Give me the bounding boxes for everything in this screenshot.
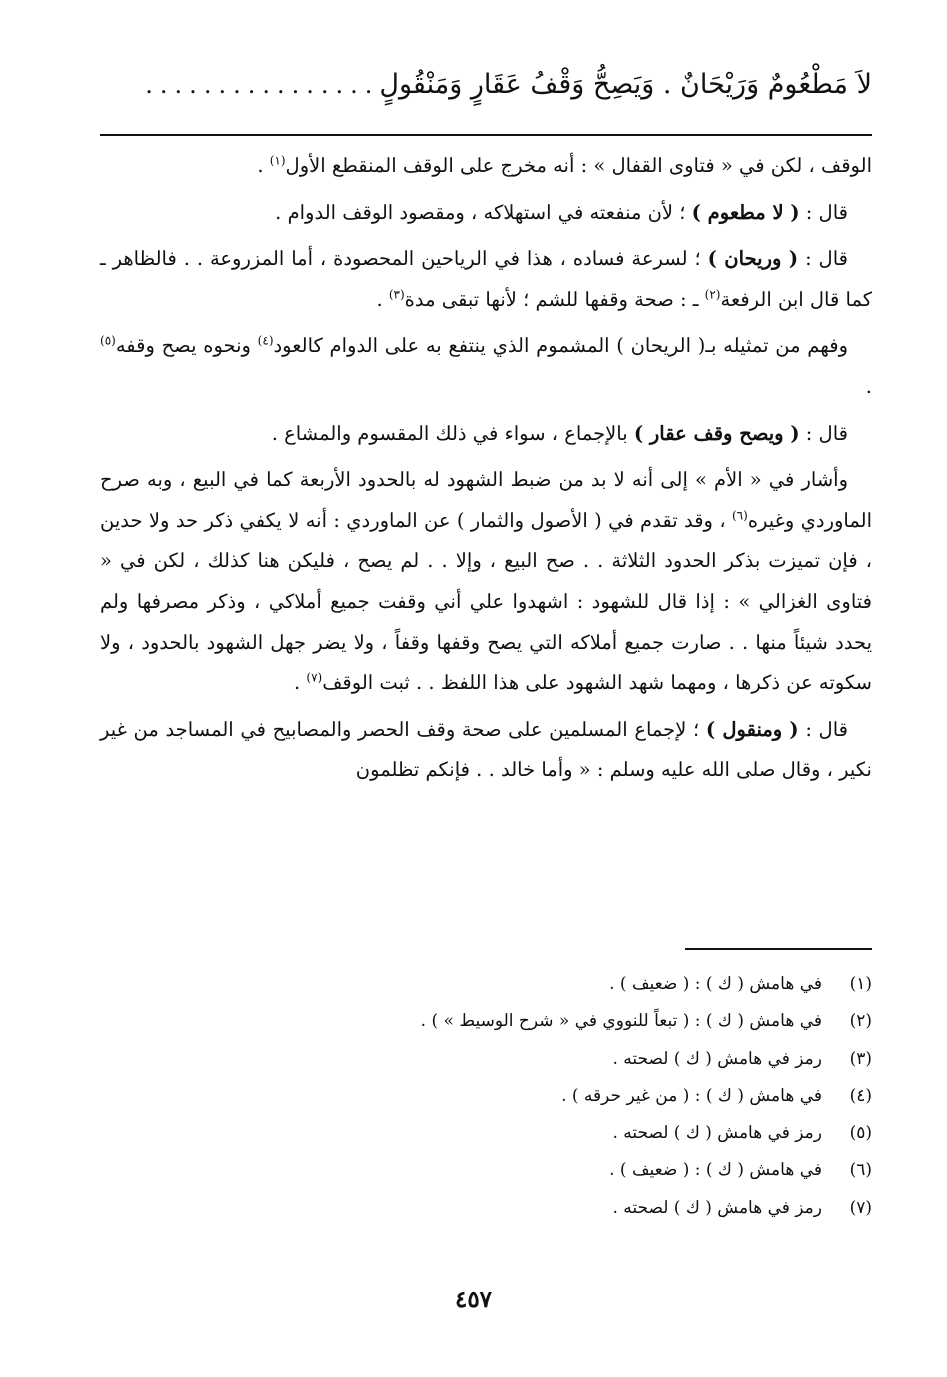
paragraph xyxy=(100,414,872,455)
footnote-text: في هامش ( ك ) : ( من غير حرقه ) . xyxy=(561,1085,822,1106)
text-run: قال : xyxy=(798,717,848,741)
page-number: ٤٥٧ xyxy=(454,1286,493,1313)
footnote xyxy=(100,1152,872,1189)
footnote-number: (٢) xyxy=(849,1011,872,1032)
text-run: . xyxy=(376,287,389,311)
paragraph xyxy=(100,710,872,791)
footnote-number: (٥) xyxy=(849,1123,872,1144)
footnote-number: (١) xyxy=(849,974,872,994)
text-run: . xyxy=(865,374,872,398)
text-run: بالإجماع ، سواء في ذلك المقسوم والمشاع . xyxy=(271,421,634,445)
footnote-text: رمز في هامش ( ك ) لصحته . xyxy=(612,1048,822,1069)
footnotes xyxy=(100,966,872,1231)
footnote xyxy=(100,1190,872,1227)
footnote-text: في هامش ( ك ) : ( ضعيف ) . xyxy=(609,1160,822,1181)
footnote xyxy=(100,1041,872,1078)
running-header xyxy=(100,52,872,118)
text-run: ونحوه يصح وقفه xyxy=(115,334,258,358)
text-run: قال : xyxy=(799,421,848,445)
quoted-matn: ( وريحان ) xyxy=(707,247,799,271)
footnote-text: رمز في هامش ( ك ) لصحته . xyxy=(612,1197,822,1218)
text-run: الوقف ، لكن في « فتاوى القفال » : أنه مخرج على الوقف المنقطع الأول xyxy=(285,154,872,177)
footnote-ref: (٢) xyxy=(704,287,721,302)
text-run: . xyxy=(257,154,270,177)
text-run: ـ : صحة وقفها للشم ؛ لأنها تبقى مدة xyxy=(404,287,705,311)
quoted-matn: ( ويصح وقف عقار ) xyxy=(633,421,800,445)
quoted-matn: ( ومنقول ) xyxy=(705,717,799,741)
footnote-text: في هامش ( ك ) : ( تبعاً للنووي في « شرح الوسيط » ) . xyxy=(420,1011,822,1032)
footnote xyxy=(100,1115,872,1152)
footnote xyxy=(100,1003,872,1040)
text-run: ؛ لأن منفعته في استهلاكه ، ومقصود الوقف الدوام . xyxy=(275,200,692,224)
footnote-ref: (٤) xyxy=(257,333,274,348)
paragraph xyxy=(100,326,872,407)
paragraph xyxy=(100,239,872,320)
running-header-title: لاَ مَطْعُومٌ وَرَيْحَانٌ . وَيَصِحُّ وَقْفُ عَقَارٍ وَمَنْقُولٍ xyxy=(379,68,872,100)
footnote-ref: (٣) xyxy=(388,287,405,302)
footnote-ref: (٥) xyxy=(100,333,116,348)
text-run: قال : xyxy=(799,200,848,224)
footnote-number: (٧) xyxy=(849,1197,872,1218)
header-dot-leader: ................ xyxy=(145,70,380,99)
text-run: . xyxy=(294,671,307,695)
text-run: وفهم من تمثيله بـ( الريحان ) المشموم الذي ينتفع به على الدوام كالعود xyxy=(273,334,848,358)
text-run: ، وقد تقدم في ( الأصول والثمار ) عن الماوردي : أنه لا يكفي ذكر حد ولا حدين ، فإن تميزت بذكر الحدود الثلاثة . . صح البيع ، وإلا . . لم يصح ، فليكن هنا كذلك ، لكن في « فتاوى الغزالي » : إذا قال للشهود : اشهدوا علي أني وقفت جميع أملاكي ، وذكر مصرفها ولم يحدد شيئاً منها . . صارت جميع أملاكه التي يصح وقفها وقفاً ، ولا يضر جهل الشهود بالحدود ، ولا سكوته عن ذكرها ، ومهما شهد الشهود على هذا اللفظ . . ثبت الوقف xyxy=(100,508,872,695)
paragraph xyxy=(100,146,872,187)
footnote xyxy=(100,1078,872,1115)
main-text xyxy=(100,146,872,946)
quoted-matn: ( لا مطعوم ) xyxy=(691,200,800,224)
text-run: قال : xyxy=(798,247,848,271)
footnote-number: (٦) xyxy=(849,1160,872,1181)
text-run: وأشار في « الأم » إلى أنه لا بد من ضبط الشهود له بالحدود الأربعة كما في البيع ، وبه صرح الماوردي وغيره xyxy=(100,468,872,532)
footnote-ref: (٦) xyxy=(731,508,748,523)
paragraph xyxy=(100,193,872,234)
text-run: ؛ لسرعة فساده ، هذا في الرياحين المحصودة ، أما المزروعة . . فالظاهر ـ كما قال ابن الرفعة xyxy=(100,247,872,311)
footnote-separator xyxy=(685,948,872,950)
footnote xyxy=(100,966,872,1003)
footnote-ref: (١) xyxy=(269,153,286,168)
paragraph xyxy=(100,460,872,704)
header-rule xyxy=(100,134,872,136)
footnote-number: (٤) xyxy=(849,1085,872,1106)
footnote-text: في هامش ( ك ) : ( ضعيف ) . xyxy=(609,974,822,994)
text-run: ؛ لإجماع المسلمين على صحة وقف الحصر والمصابيح في المساجد من غير نكير ، وقال صلى الله عليه وسلم : « وأما خالد . . فإنكم تظلمون xyxy=(100,717,872,782)
footnote-ref: (٧) xyxy=(306,670,323,685)
footnote-number: (٣) xyxy=(849,1048,872,1069)
footnote-text: رمز في هامش ( ك ) لصحته . xyxy=(612,1123,822,1144)
